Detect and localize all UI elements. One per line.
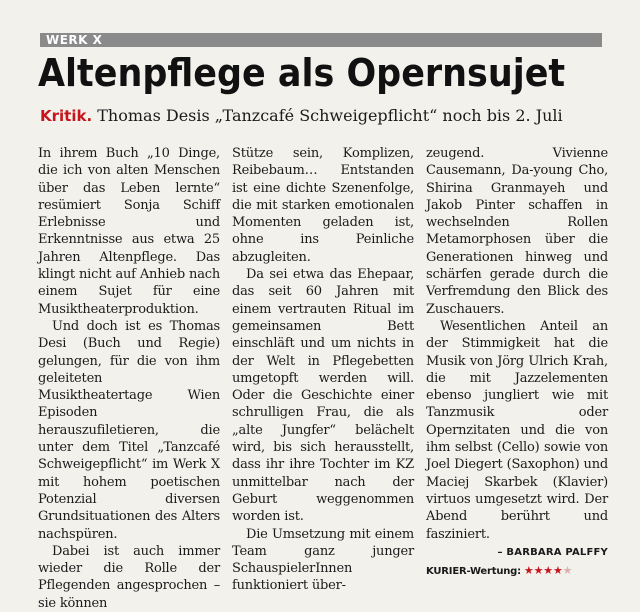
star-filled-icon: ★	[533, 564, 544, 578]
paragraph: Dabei ist auch immer wieder die Rolle der Pflegenden angesprochen – sie können	[38, 543, 220, 611]
paragraph: Und doch ist es Thomas Desi (Buch und Regie) gelungen, für die von ihm geleiteten Musiktheatertage Wien Episoden herauszufiletieren, die unter dem Titel „Tanzcafé Schweigepflicht“ im Werk X mit hohem poetischen Potenzial diversen Grundsituationen des Alters nachspüren.	[38, 318, 220, 542]
byline	[426, 543, 608, 561]
column-1	[38, 145, 220, 611]
paragraph: Stütze sein, Komplizen, Reibebaum… Entstanden ist eine dichte Szenenfolge, die mit starken emotionalen Momenten geladen ist, ohne ins Peinliche abzugleiten.	[232, 146, 414, 265]
paragraph: Wesentlichen Anteil an der Stimmigkeit hat die Musik von Jörg Ulrich Krah, die mit Jazzelementen ebenso jungliert wie mit Tanzmusik oder Opernzitaten und die von ihm selbst (Cello) sowie von Joel Diegert (Saxophon) und Maciej Skarbek (Klavier) virtuos umgesetzt wird. Der Abend berührt und fasziniert.	[426, 318, 608, 542]
author: – BARBARA PALFFY	[497, 546, 608, 558]
section-tag: WERK X	[40, 33, 602, 47]
paragraph: zeugend. Vivienne Causemann, Da-young Cho, Shirina Granmayeh und Jakob Pinter schaffen in wechselnden Rollen Metamorphosen über die Generationen hinweg und schärfen gerade durch die Verfremdung den Blick des Zuschauers.	[426, 146, 608, 317]
rating-stars	[524, 562, 572, 580]
star-filled-icon: ★	[543, 564, 553, 578]
kicker: Kritik.	[40, 107, 93, 125]
star-filled-icon: ★	[552, 564, 563, 578]
rating	[426, 562, 608, 580]
paragraph: In ihrem Buch „10 Dinge, die ich von alten Menschen über das Leben lernte“ resümiert Sonja Schiff Erlebnisse und Erkenntnisse aus etwa 25 Jahren Altenpflege. Das klingt nicht auf Anhieb nach einem Sujet für eine Musiktheaterproduktion.	[38, 146, 220, 317]
paragraph: Da sei etwa das Ehepaar, das seit 60 Jahren mit einem vertrauten Ritual im gemeinsamen Bett einschläft und um nichts in der Welt in Pflegebetten umgetopft werden will. Oder die Geschichte einer schrulligen Frau, die als „alte Jungfer“ belächelt wird, bis sich herausstellt, dass ihr ihre Tochter im KZ unmittelbar nach der Geburt weggenommen worden ist.	[232, 267, 414, 525]
headline: Altenpflege als Opernsujet	[38, 51, 566, 95]
column-3	[426, 145, 608, 578]
star-filled-icon: ★	[523, 564, 534, 578]
article-body	[38, 145, 608, 611]
rating-label: KURIER-Wertung:	[426, 565, 521, 577]
paragraph: Die Umsetzung mit einem Team ganz junger SchauspielerInnen funktioniert über-	[232, 526, 414, 594]
subline-text: Thomas Desis „Tanzcafé Schweigepflicht“ noch bis 2. Juli	[97, 106, 563, 125]
subline	[40, 105, 610, 127]
column-2	[232, 145, 414, 594]
star-empty-icon: ★	[562, 564, 573, 578]
